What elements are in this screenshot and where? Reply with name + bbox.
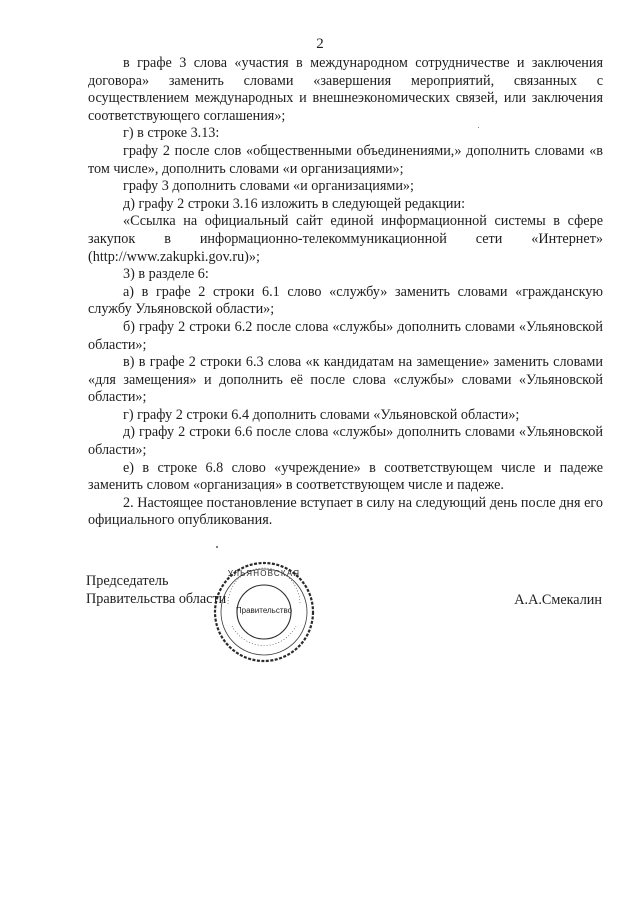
paragraph: графу 2 после слов «общественными объединениями,» дополнить словами «в том числе», дополнить словами «и организациями»;	[88, 142, 603, 177]
paragraph: а) в графе 2 строки 6.1 слово «службу» заменить словами «гражданскую службу Ульяновской области»;	[88, 283, 603, 318]
paragraph: «Ссылка на официальный сайт единой информационной системы в сфере закупок в информационно-телекоммуникационной сети «Интернет» (http://www.zakupki.gov.ru)»;	[88, 213, 603, 265]
paragraph: в) в графе 2 строки 6.3 слова «к кандидатам на замещение» заменить словами «для замещения» и дополнить её после слова «службы» словами «Ульяновской области»;	[88, 354, 603, 406]
paragraph: 3) в разделе 6:	[123, 266, 209, 283]
stamp-seal-icon	[212, 560, 316, 664]
paragraph: графу 3 дополнить словами «и организациями»;	[123, 178, 414, 195]
paragraph: г) в строке 3.13:	[123, 125, 220, 142]
signatory-title-line1: Председатель	[86, 573, 169, 589]
paragraph: д) графу 2 строки 3.16 изложить в следующей редакции:	[123, 195, 466, 212]
paragraph: б) графу 2 строки 6.2 после слова «службы» дополнить словами «Ульяновской области»;	[88, 318, 603, 353]
paragraph: е) в строке 6.8 слово «учреждение» в соответствующем числе и падеже заменить словом «организация» в соответствующем числе и падеже.	[88, 459, 603, 494]
signatory-name: А.А.Смекалин	[514, 592, 602, 608]
paragraph: в графе 3 слова «участия в международном сотрудничестве и заключения договора» заменить словами «завершения мероприятий, связанных с осуществлением международных и внешнеэкономических связей, или заключения соответствующего соглашения»;	[88, 55, 603, 124]
scan-speck	[478, 127, 479, 128]
paragraph: д) графу 2 строки 6.6 после слова «службы» дополнить словами «Ульяновской области»;	[88, 424, 603, 459]
official-stamp	[212, 560, 316, 664]
svg-text:УЛЬЯНОВСКАЯ: УЛЬЯНОВСКАЯ	[227, 569, 301, 578]
paragraph: 2. Настоящее постановление вступает в силу на следующий день после дня его официального опубликования.	[88, 494, 603, 529]
signatory-title-line2: Правительства области	[86, 591, 227, 607]
page-number: 2	[316, 36, 324, 52]
scan-speck	[216, 546, 218, 548]
document-body	[88, 55, 603, 530]
paragraph: г) графу 2 строки 6.4 дополнить словами «Ульяновской области»;	[123, 406, 520, 423]
svg-text:Правительство: Правительство	[235, 606, 293, 615]
signatory-title	[86, 572, 226, 608]
